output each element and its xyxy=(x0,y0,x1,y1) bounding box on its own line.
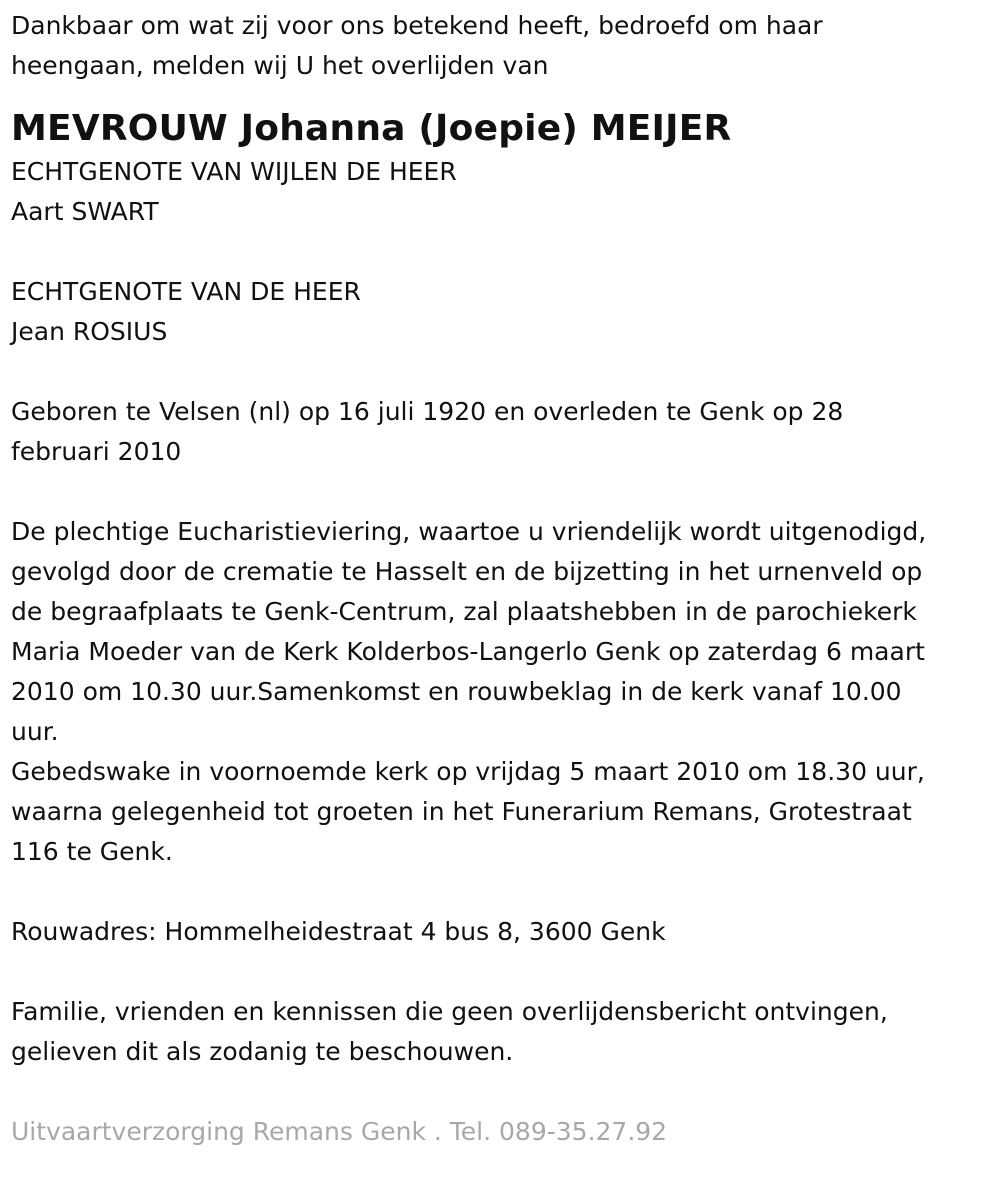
deceased-name: MEVROUW Johanna (Joepie) MEIJER xyxy=(11,108,732,149)
death-notice xyxy=(11,6,995,1152)
birth-death-text: Geboren te Velsen (nl) op 16 juli 1920 en overleden te Genk op 28 februari 2010 xyxy=(11,397,844,466)
spouse-text: ECHTGENOTE VAN DE HEER Jean ROSIUS xyxy=(11,277,361,346)
late-spouse-text: ECHTGENOTE VAN WIJLEN DE HEER Aart SWART xyxy=(11,157,457,226)
vigil-text: Gebedswake in voornoemde kerk op vrijdag 5 maart 2010 om 18.30 uur, waarna gelegenheid tot groeten in het Funerarium Remans, Grotestraat 116 te Genk. xyxy=(11,757,925,866)
ceremony-text: De plechtige Eucharistieviering, waartoe u vriendelijk wordt uitgenodigd, gevolgd door de crematie te Hasselt en de bijzetting in het urnenveld op de begraafplaats te Genk-Centrum, zal plaatshebben in de parochiekerk Maria Moeder van de Kerk Kolderbos-Langerlo Genk op zaterdag 6 maart 2010 om 10.30 uur.Samenkomst en rouwbeklag in de kerk vanaf 10.00 uur. xyxy=(11,517,927,746)
funeral-home-footer: Uitvaartverzorging Remans Genk . Tel. 089-35.27.92 xyxy=(11,1117,668,1146)
intro-text: Dankbaar om wat zij voor ons betekend heeft, bedroefd om haar heengaan, melden wij U het overlijden van xyxy=(11,11,823,80)
address-text: Rouwadres: Hommelheidestraat 4 bus 8, 3600 Genk xyxy=(11,917,666,946)
closing-text: Familie, vrienden en kennissen die geen overlijdensbericht ontvingen, gelieven dit als zodanig te beschouwen. xyxy=(11,997,888,1066)
